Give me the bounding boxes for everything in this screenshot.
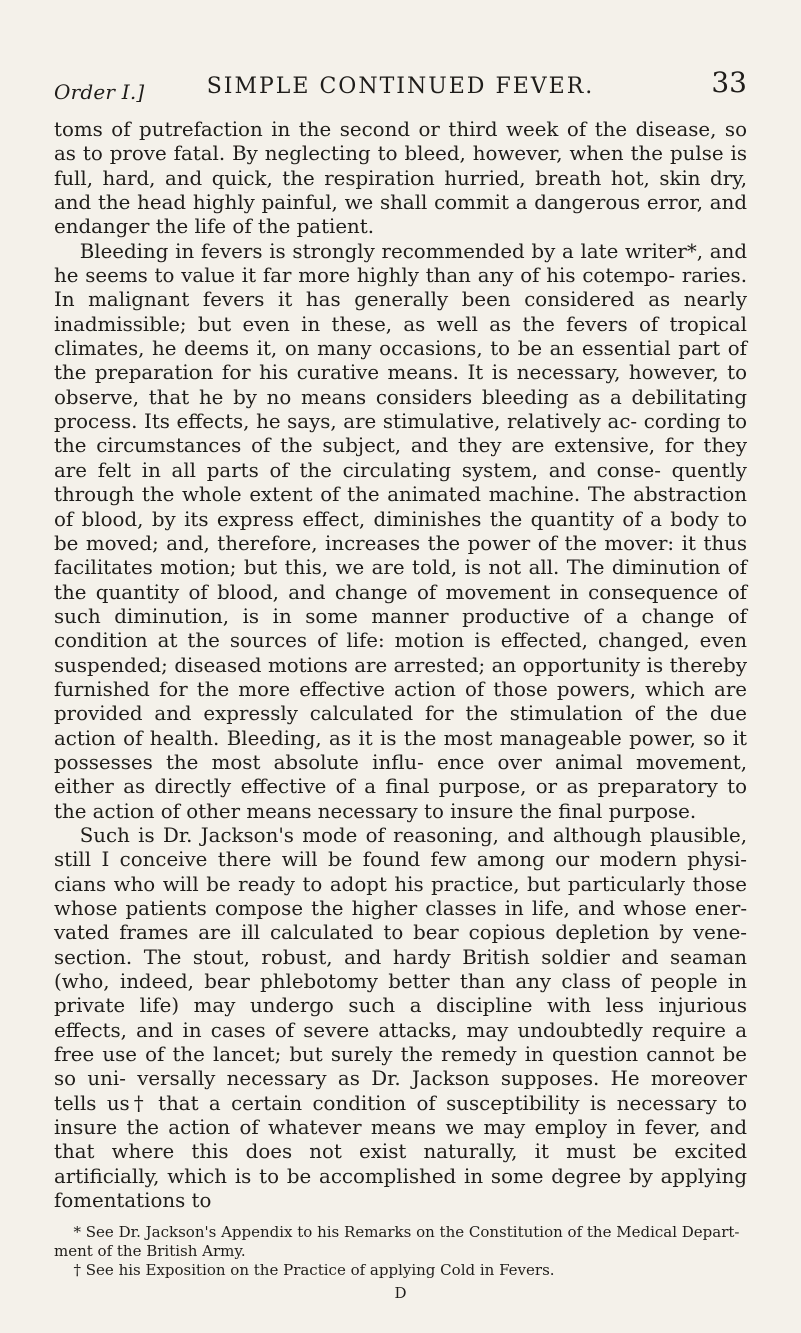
paragraph-2: Bleeding in fevers is strongly recommended by a late writer*, and he seems to value it far more highly than any of his cotempo- raries. In malignant fevers it has generally been considered as nearly inadmissible; but even in these, as well as the fevers of tropical climates, he deems it, on many occasions, to be an essential part of the preparation for his curative means. It is necessary, however, to observe, that he by no means considers bleeding as a debilitating process. Its effects, he says, are stimulative, relatively ac- cording to the circumstances of the subject, and they are extensive, for they are felt in all parts of the circulating system, and conse- quently through the whole extent of the animated machine. The abstraction of blood, by its express effect, diminishes the quantity of a body to be moved; and, therefore, increases the power of the mover: it thus facilitates motion; but this, we are told, is not all. The diminution of the quantity of blood, and change of movement in consequence of such diminution, is in some manner productive of a change of condition at the sources of life: motion is effected, changed, even suspended; diseased motions are arrested; an opportunity is thereby furnished for the more effective action of those powers, which are provided and expressly calculated for the stimulation of the due action of health. Bleeding, as it is the most manageable power, so it possesses the most absolute influ- ence over animal movement, either as directly effective of a final purpose, or as preparatory to the action of other means necessary to insure the final purpose.: [54, 239, 747, 823]
page-number: 33: [711, 66, 747, 99]
running-head: [54, 58, 747, 110]
footnote-2: † See his Exposition on the Practice of applying Cold in Fevers.: [73, 1260, 555, 1279]
footnote-1: * See Dr. Jackson's Appendix to his Remarks on the Constitution of the Medical Depart- ment of the British Army.: [54, 1223, 740, 1261]
body-text: [54, 118, 747, 1213]
footnotes: [54, 1223, 747, 1302]
signature-mark: D: [394, 1283, 407, 1302]
paragraph-3: Such is Dr. Jackson's mode of reasoning, and although plausible, still I conceive there will be found few among our modern physi- cians who will be ready to adopt his practice, but particularly those whose patients compose the higher classes in life, and whose ener- vated frames are ill calculated to bear copious depletion by vene- section. The stout, robust, and hardy British soldier and seaman (who, indeed, bear phlebotomy better than any class of people in private life) may undergo such a discipline with less injurious effects, and in cases of severe attacks, may undoubtedly require a free use of the lancet; but surely the remedy in question cannot be so uni- versally necessary as Dr. Jackson supposes. He moreover tells us† that a certain condition of susceptibility is necessary to insure the action of whatever means we may employ in fever, and that where this does not exist naturally, it must be excited artificially, which is to be accomplished in some degree by applying fomentations to: [54, 823, 747, 1213]
running-title: SIMPLE CONTINUED FEVER.: [206, 74, 595, 99]
order-label: Order I.]: [54, 80, 145, 104]
paragraph-1: toms of putrefaction in the second or third week of the disease, so as to prove fatal. By neglecting to bleed, however, when the pulse is full, hard, and quick, the respiration hurried, breath hot, skin dry, and the head highly painful, we shall commit a dangerous error, and endanger the life of the patient.: [54, 118, 747, 239]
